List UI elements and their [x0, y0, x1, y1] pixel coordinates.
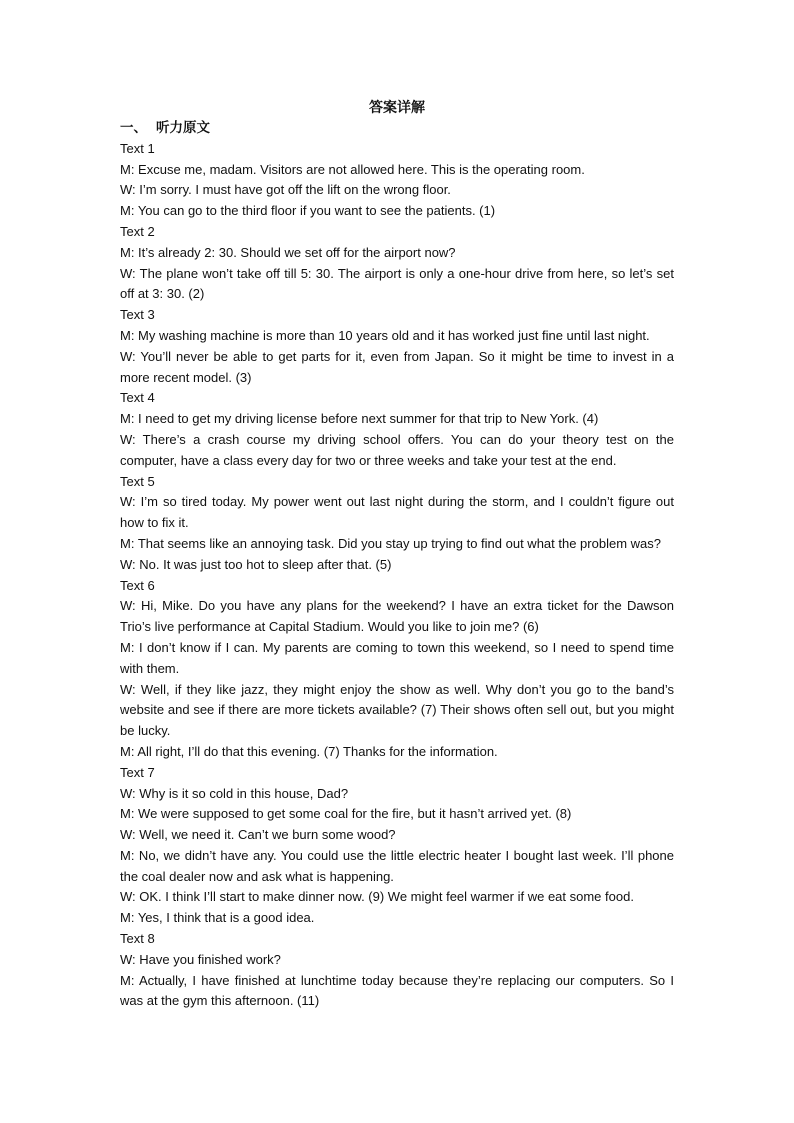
dialogue-line: W: Have you finished work? — [120, 951, 281, 967]
dialogue-line: W: I’m sorry. I must have got off the lift on the wrong floor. — [120, 182, 451, 198]
dialogue-line: W: Well, if they like jazz, they might enjoy the show as well. Why don’t you go to the band’s website and see if there are more tickets available? (7) Their shows often sell out, but you might be lucky. — [120, 681, 674, 739]
dialogue-line: M: Actually, I have finished at lunchtime today because they’re replacing our computers. So I was at the gym this afternoon. (11) — [120, 972, 674, 1009]
document-page — [120, 96, 674, 1012]
text-section-label: Text 4 — [120, 390, 155, 406]
dialogue-line: M: All right, I’ll do that this evening. (7) Thanks for the information. — [120, 743, 498, 759]
section-number: 一、 — [120, 120, 147, 135]
text-section-label: Text 8 — [120, 931, 155, 947]
section-title: 听力原文 — [156, 120, 210, 135]
page-title: 答案详解 — [369, 99, 425, 115]
dialogue-line: M: We were supposed to get some coal for the fire, but it hasn’t arrived yet. (8) — [120, 806, 572, 822]
dialogue-line: M: Yes, I think that is a good idea. — [120, 910, 315, 926]
dialogue-line: M: That seems like an annoying task. Did you stay up trying to find out what the problem was? — [120, 535, 661, 551]
dialogue-line: W: Well, we need it. Can’t we burn some wood? — [120, 827, 396, 843]
dialogue-line: W: Why is it so cold in this house, Dad? — [120, 785, 349, 801]
dialogue-line: W: I’m so tired today. My power went out last night during the storm, and I couldn’t figure out how to fix it. — [120, 494, 674, 531]
dialogue-line: M: My washing machine is more than 10 years old and it has worked just fine until last night. — [120, 327, 650, 343]
dialogue-line: M: No, we didn’t have any. You could use the little electric heater I bought last week. I’ll phone the coal dealer now and ask what is happening. — [120, 847, 674, 884]
text-section-label: Text 1 — [120, 140, 155, 156]
transcript-body — [120, 139, 674, 1012]
text-section-label: Text 5 — [120, 473, 155, 489]
dialogue-line: M: I need to get my driving license before next summer for that trip to New York. (4) — [120, 411, 599, 427]
dialogue-line: W: The plane won’t take off till 5: 30. The airport is only a one-hour drive from here, so let’s set off at 3: 30. (2) — [120, 265, 674, 302]
dialogue-line: M: I don’t know if I can. My parents are coming to town this weekend, so I need to spend time with them. — [120, 639, 674, 676]
dialogue-line: M: Excuse me, madam. Visitors are not allowed here. This is the operating room. — [120, 161, 585, 177]
dialogue-line: M: It’s already 2: 30. Should we set off for the airport now? — [120, 244, 456, 260]
dialogue-line: W: There’s a crash course my driving school offers. You can do your theory test on the computer, have a class every day for two or three weeks and take your test at the end. — [120, 431, 674, 468]
text-section-label: Text 7 — [120, 764, 155, 780]
text-section-label: Text 2 — [120, 223, 155, 239]
text-section-label: Text 3 — [120, 307, 155, 323]
section-heading — [120, 118, 674, 139]
text-section-label: Text 6 — [120, 577, 155, 593]
dialogue-line: W: No. It was just too hot to sleep after that. (5) — [120, 556, 392, 572]
dialogue-line: W: OK. I think I’ll start to make dinner now. (9) We might feel warmer if we eat some food. — [120, 889, 634, 905]
dialogue-line: W: Hi, Mike. Do you have any plans for the weekend? I have an extra ticket for the Dawson Trio’s live performance at Capital Stadium. Would you like to join me? (6) — [120, 598, 674, 635]
dialogue-line: M: You can go to the third floor if you want to see the patients. (1) — [120, 203, 496, 219]
dialogue-line: W: You’ll never be able to get parts for it, even from Japan. So it might be time to invest in a more recent model. (3) — [120, 348, 674, 385]
